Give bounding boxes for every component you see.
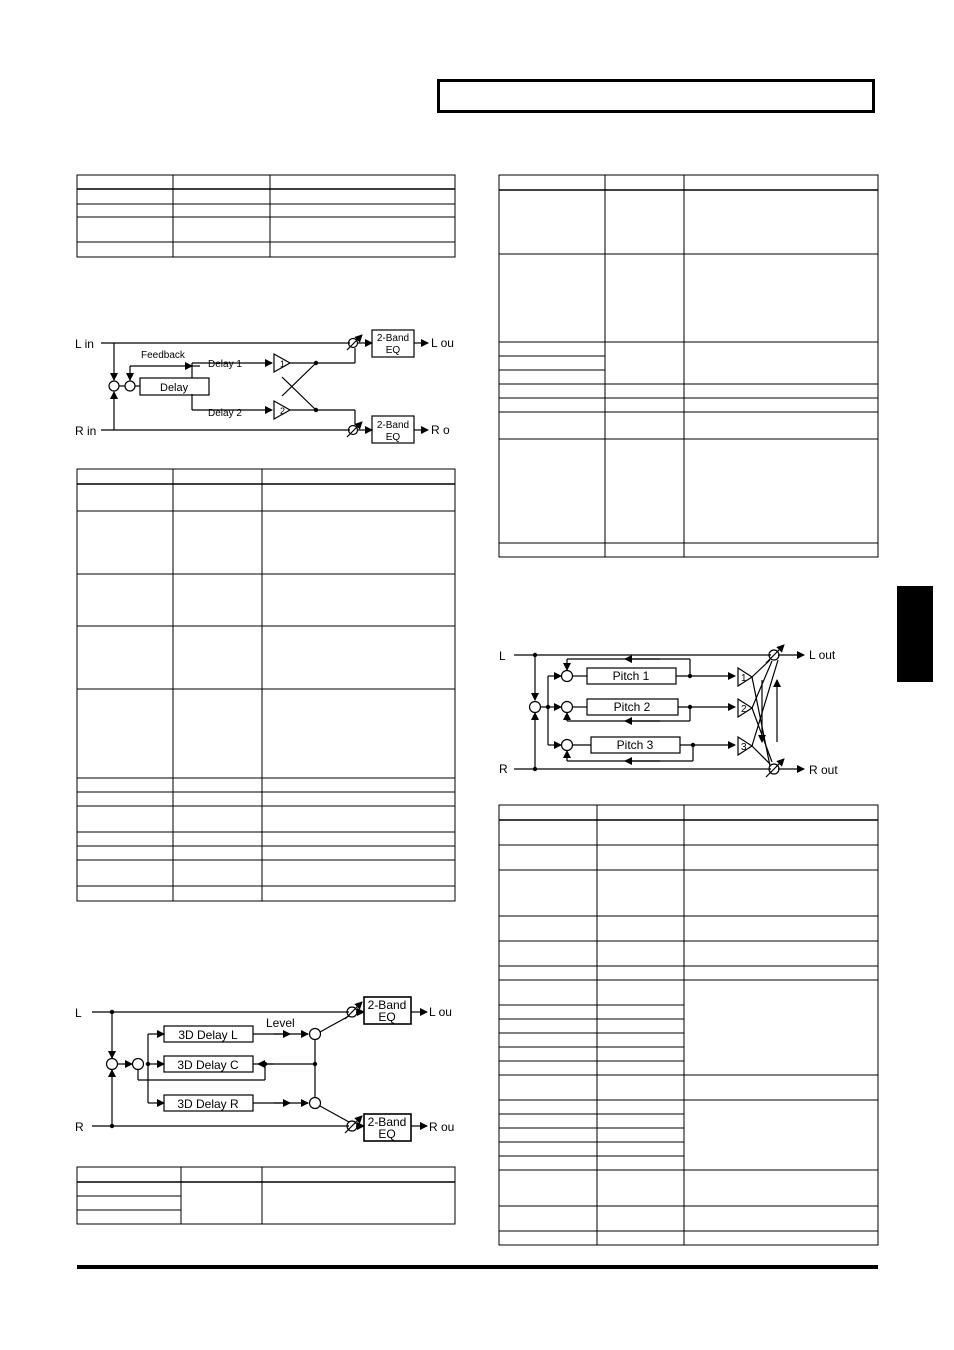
delay1-label: Delay 1 bbox=[208, 359, 242, 370]
delay-l-in-label: L in bbox=[75, 337, 94, 351]
delay3d-eq-l-line2: EQ bbox=[378, 1010, 396, 1024]
delay3d-c-box-label: 3D Delay C bbox=[177, 1058, 239, 1072]
pitch-l-out-label: L out bbox=[809, 648, 836, 662]
delay-eq-r-line2: EQ bbox=[385, 432, 401, 443]
delay3d-eq-r-line1: 2-Band bbox=[367, 1115, 407, 1129]
pitch-r-label: R bbox=[499, 762, 508, 776]
delay2-label: Delay 2 bbox=[208, 408, 242, 419]
delay-l-out-label: L ou bbox=[431, 336, 454, 350]
pitch-amp3-label: 3 bbox=[741, 742, 747, 753]
delay3d-r-out-label: R ou bbox=[429, 1120, 455, 1134]
pitch-r-out-label: R out bbox=[809, 763, 838, 777]
pitch-l-label: L bbox=[499, 649, 506, 663]
delay-eq-l-line1: 2-Band bbox=[376, 333, 410, 344]
pitch-amp1-label: 1 bbox=[741, 673, 747, 684]
delay-eq-r-line1: 2-Band bbox=[376, 420, 410, 431]
delay3d-l-out-label: L ou bbox=[429, 1005, 452, 1019]
pitch3-box-label: Pitch 3 bbox=[616, 738, 654, 752]
delay-r-in-label: R in bbox=[75, 424, 97, 438]
delay3d-r-box-label: 3D Delay R bbox=[177, 1097, 239, 1111]
pitch1-box-label: Pitch 1 bbox=[612, 669, 650, 683]
delay-amp2-label: 2 bbox=[280, 406, 286, 416]
delay-r-out-label: R o bbox=[431, 423, 450, 437]
pitch-amp2-label: 2 bbox=[741, 704, 747, 715]
pitch2-box-label: Pitch 2 bbox=[613, 700, 651, 714]
delay-box-label: Delay bbox=[160, 382, 189, 394]
delay3d-l-box-label: 3D Delay L bbox=[178, 1028, 238, 1042]
delay3d-eq-l-line1: 2-Band bbox=[367, 998, 407, 1012]
delay-eq-l-line2: EQ bbox=[385, 345, 401, 356]
feedback-label: Feedback bbox=[141, 350, 185, 361]
delay3d-level-label: Level bbox=[266, 1016, 295, 1030]
delay3d-r-label: R bbox=[75, 1120, 84, 1134]
delay-amp1-label: 1 bbox=[280, 359, 286, 369]
delay3d-eq-r-line2: EQ bbox=[378, 1127, 396, 1141]
delay3d-l-label: L bbox=[75, 1006, 82, 1020]
